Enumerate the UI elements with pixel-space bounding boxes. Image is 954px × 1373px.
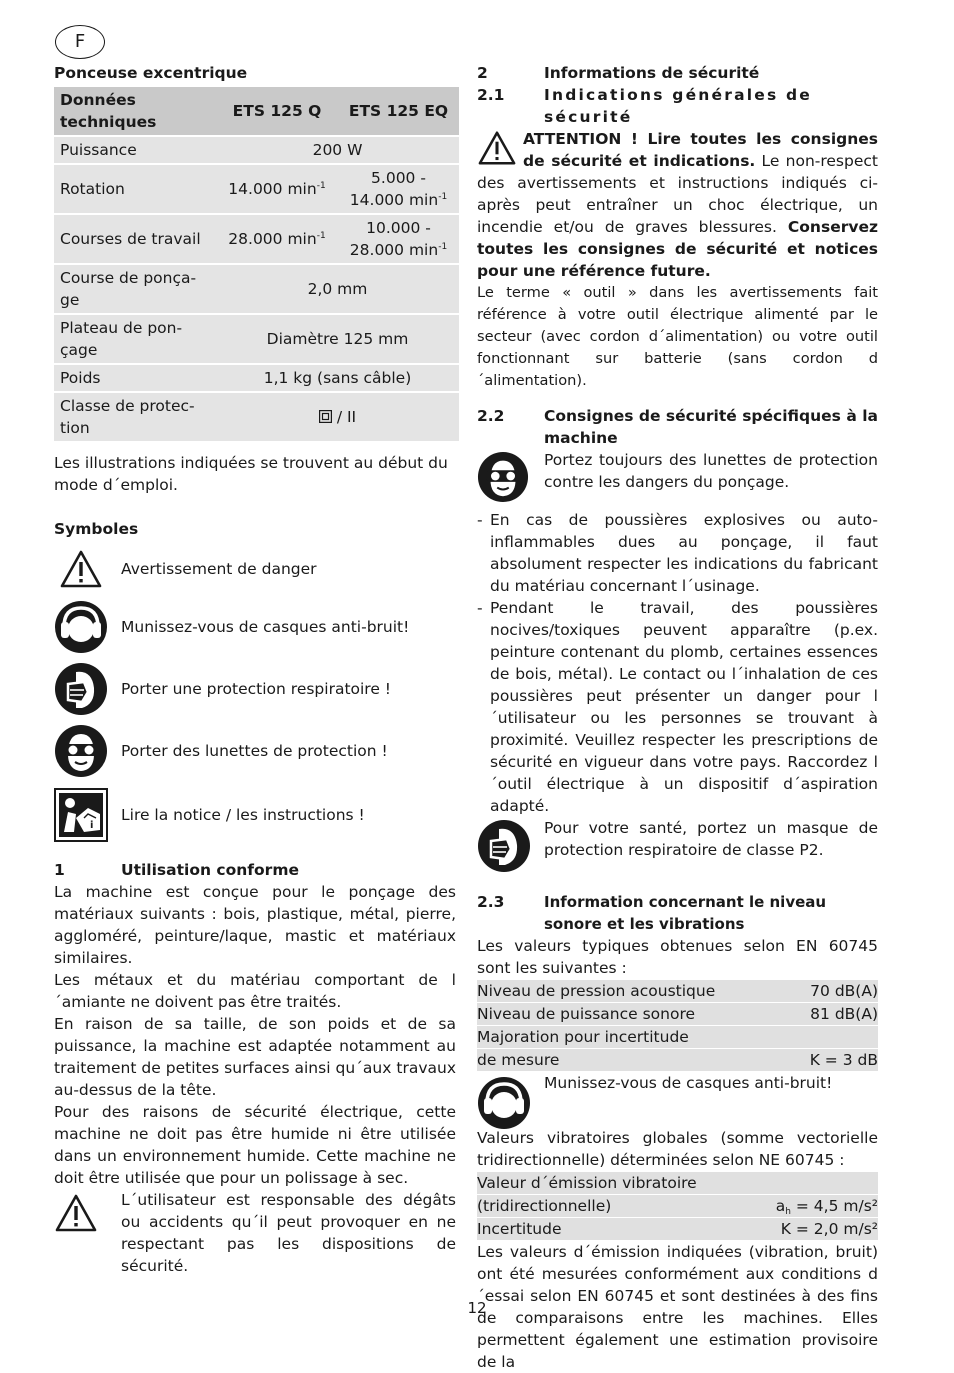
mask-text: Pour votre santé, portez un masque de protection respiratoire de classe P2. xyxy=(544,819,878,859)
spec-row xyxy=(54,364,459,392)
ear-protection-icon xyxy=(54,600,108,654)
row-value: K = 2,0 m/s² xyxy=(780,1220,878,1238)
list-bullet: - xyxy=(477,511,483,529)
respirator-mask-icon xyxy=(477,817,544,879)
symbol-label: Lire la notice / les instructions ! xyxy=(121,806,365,824)
section-title: Informations de sécurité xyxy=(544,64,760,82)
closing-paragraph: Les valeurs d´émission indiquées (vibration, bruit) ont été mesurées conformément aux conditions d´essai selon EN 60745 et sont destinées à des fins de comparaisons entre les machines. Elles permettent également une estimation provisoire de la xyxy=(477,1243,878,1371)
attention-paragraph: ATTENTION ! Lire toutes les consignes de sécurité et indications. Le non-respect des avertissements et instructions indiqués ci-après peut entraîner un choc électrique, un incendie et/ou de graves blessures. Conservez toutes les consignes de sécurité et notices pour une référence future. xyxy=(477,130,878,280)
respirator-mask-icon xyxy=(54,662,108,716)
row-value: 70 dB(A) xyxy=(810,982,878,1000)
spec-header-eq: ETS 125 EQ xyxy=(338,87,459,136)
spec-value: Diamètre 125 mm xyxy=(216,314,459,364)
section-title: Indications générales de sécurité xyxy=(544,86,812,126)
spec-table xyxy=(54,87,459,443)
spec-row xyxy=(54,136,459,164)
row-value: 81 dB(A) xyxy=(810,1005,878,1023)
paragraph: Les métaux et du matériau comportant de l´amiante ne doivent pas être traités. xyxy=(54,971,456,1011)
protection-class-ii-icon xyxy=(319,410,332,423)
section-title: Consignes de sécurité spécifiques à la machine xyxy=(544,407,878,447)
page-number: 12 xyxy=(467,1299,487,1317)
list-item xyxy=(477,509,878,597)
illustrations-note: Les illustrations indiquées se trouvent au début du mode d´emploi. xyxy=(54,454,448,494)
spec-row xyxy=(54,314,459,364)
symbols-list xyxy=(54,542,456,848)
section-heading-2-2 xyxy=(477,405,878,449)
table-row xyxy=(477,1218,878,1240)
section-number: 2 xyxy=(477,64,488,82)
language-marker: F xyxy=(55,25,105,59)
vibration-table xyxy=(477,1172,878,1240)
row-label: Niveau de pression acoustique xyxy=(477,982,716,1000)
list-bullet: - xyxy=(477,599,483,617)
spec-row xyxy=(54,264,459,314)
mask-note xyxy=(477,817,878,879)
table-row xyxy=(477,1172,878,1194)
spec-header-row xyxy=(54,87,459,136)
table-row xyxy=(477,1003,878,1025)
product-title: Ponceuse excentrique xyxy=(54,64,248,82)
row-label: Valeur d´émission vibratoire xyxy=(477,1174,697,1192)
row-label: Niveau de puissance sonore xyxy=(477,1005,696,1023)
symbols-title: Symboles xyxy=(54,520,139,538)
spec-value-q: 14.000 $\min^{-1}$ xyxy=(216,164,338,214)
spec-label: Courses de travail xyxy=(54,214,216,264)
symbol-label: Porter une protection respiratoire ! xyxy=(121,680,392,698)
section-number: 2.2 xyxy=(477,407,505,425)
symbol-label: Munissez-vous de casques anti-bruit! xyxy=(121,618,410,636)
tool-term-paragraph: Le terme « outil » dans les avertissements fait référence à votre outil électrique alimenté par le secteur (avec cordon d´alimentation) ou votre outil fonctionnant sur batterie (sans cordon d´alimentation). xyxy=(477,284,878,389)
symbol-row xyxy=(54,596,456,658)
spec-row xyxy=(54,164,459,214)
symbol-row xyxy=(54,658,456,720)
section-heading-1 xyxy=(54,859,456,881)
symbol-row xyxy=(54,720,456,782)
user-responsibility-warning xyxy=(54,1189,456,1277)
table-row xyxy=(477,980,878,1002)
section-heading-2 xyxy=(477,62,878,84)
spec-value: 200 W xyxy=(216,136,459,164)
spec-label: Poids xyxy=(54,364,216,392)
spec-label: Plateau de pon-çage xyxy=(54,314,216,364)
row-label: Majoration pour incertitude xyxy=(477,1028,689,1046)
noise-intro: Les valeurs typiques obtenues selon EN 60745 sont les suivantes : xyxy=(477,937,878,977)
safety-goggles-icon xyxy=(54,724,108,778)
goggles-note xyxy=(477,449,878,509)
symbol-label: Avertissement de danger xyxy=(121,560,317,578)
spec-label: Classe de protec-tion xyxy=(54,392,216,442)
noise-table xyxy=(477,980,878,1071)
section-title: Information concernant le niveau sonore et les vibrations xyxy=(544,893,827,933)
section-title: Utilisation conforme xyxy=(121,861,299,879)
right-column xyxy=(477,62,878,1373)
spec-value-q: 28.000 $\min^{-1}$ xyxy=(216,214,338,264)
left-column xyxy=(54,62,456,1277)
spec-value-eq: 5.000 - 14.000 $\min^{-1}$ xyxy=(338,164,459,214)
section-number: 1 xyxy=(54,861,65,879)
row-label: (tridirectionnelle) xyxy=(477,1197,612,1215)
symbol-label: Porter des lunettes de protection ! xyxy=(121,742,388,760)
goggles-text: Portez toujours des lunettes de protection contre les dangers du ponçage. xyxy=(544,451,878,491)
attention-block xyxy=(477,128,878,282)
paragraph: Pour des raisons de sécurité électrique, cette machine ne doit pas être humide ni être utilisée dans un environnement humide. Cette machine ne doit être utilisée que pour un polissage à sec. xyxy=(54,1103,456,1187)
spec-header-q: ETS 125 Q xyxy=(216,87,338,136)
spec-label: Rotation xyxy=(54,164,216,214)
symbol-row xyxy=(54,782,456,848)
list-text: En cas de poussières explosives ou auto-inflammables dues au ponçage, il faut absolument respecter les indications du fabricant du matériau concernant l´usinage. xyxy=(490,511,878,595)
table-row xyxy=(477,1049,878,1071)
ear-protection-icon xyxy=(477,1072,544,1130)
spec-value-eq: 10.000 - 28.000 $\min^{-1}$ xyxy=(338,214,459,264)
spec-row xyxy=(54,392,459,442)
warning-triangle-icon xyxy=(54,542,108,596)
spec-value: 2,0 mm xyxy=(216,264,459,314)
warning-triangle-icon xyxy=(54,1189,121,1277)
vibration-intro: Valeurs vibratoires globales (somme vectorielle tridirectionnelle) déterminées selon NE 60745 : xyxy=(477,1129,878,1169)
spec-value: 1,1 kg (sans câble) xyxy=(216,364,459,392)
symbol-row xyxy=(54,542,456,596)
list-item xyxy=(477,597,878,817)
ear-protection-text: Munissez-vous de casques anti-bruit! xyxy=(544,1074,833,1092)
row-value: $a_h = 4,5$ m/s² xyxy=(775,1197,878,1217)
section-number: 2.1 xyxy=(477,86,505,104)
paragraph: En raison de sa taille, de son poids et de sa puissance, la machine est adaptée notamment au traitement de petites surfaces ainsi qu´aux travaux au-dessus de la tête. xyxy=(54,1015,456,1099)
spec-label: Course de ponça-ge xyxy=(54,264,216,314)
table-row xyxy=(477,1026,878,1048)
section-heading-2-1 xyxy=(477,84,878,128)
table-row xyxy=(477,1195,878,1217)
spec-label: Puissance xyxy=(54,136,216,164)
list-text: Pendant le travail, des poussières nocives/toxiques peuvent apparaître (p.ex. peinture contenant du plomb, certaines essences de bois, métal). Le contact ou l´inhalation de ces poussières peut présenter un danger pour l´utilisateur ou les personnes se trouvant à proximité. Veuillez respecter les prescriptions de sécurité en vigueur dans votre pays. Raccordez l´outil électrique à un dispositif d´aspiration adapté. xyxy=(490,599,878,815)
read-manual-icon xyxy=(54,788,108,842)
spec-header-label: Données techniques xyxy=(54,87,216,136)
paragraph: La machine est conçue pour le ponçage des matériaux suivants : bois, plastique, métal, pierre, aggloméré, peinture/laque, mastic et matériaux similaires. xyxy=(54,883,456,967)
warning-triangle-icon xyxy=(477,130,517,172)
section-number: 2.3 xyxy=(477,893,505,911)
spec-row xyxy=(54,214,459,264)
section-heading-2-3 xyxy=(477,891,878,935)
row-label: de mesure xyxy=(477,1051,560,1069)
row-label: Incertitude xyxy=(477,1220,562,1238)
svg-text:i: i xyxy=(90,820,94,831)
spec-value: / II xyxy=(216,392,459,442)
ear-protection-note xyxy=(477,1072,878,1130)
warning-text: L´utilisateur est responsable des dégâts ou accidents qu´il peut provoquer en ne respectant pas les dispositions de sécurité. xyxy=(121,1191,456,1275)
row-value: K = 3 dB xyxy=(809,1051,878,1069)
safety-goggles-icon xyxy=(477,449,544,509)
